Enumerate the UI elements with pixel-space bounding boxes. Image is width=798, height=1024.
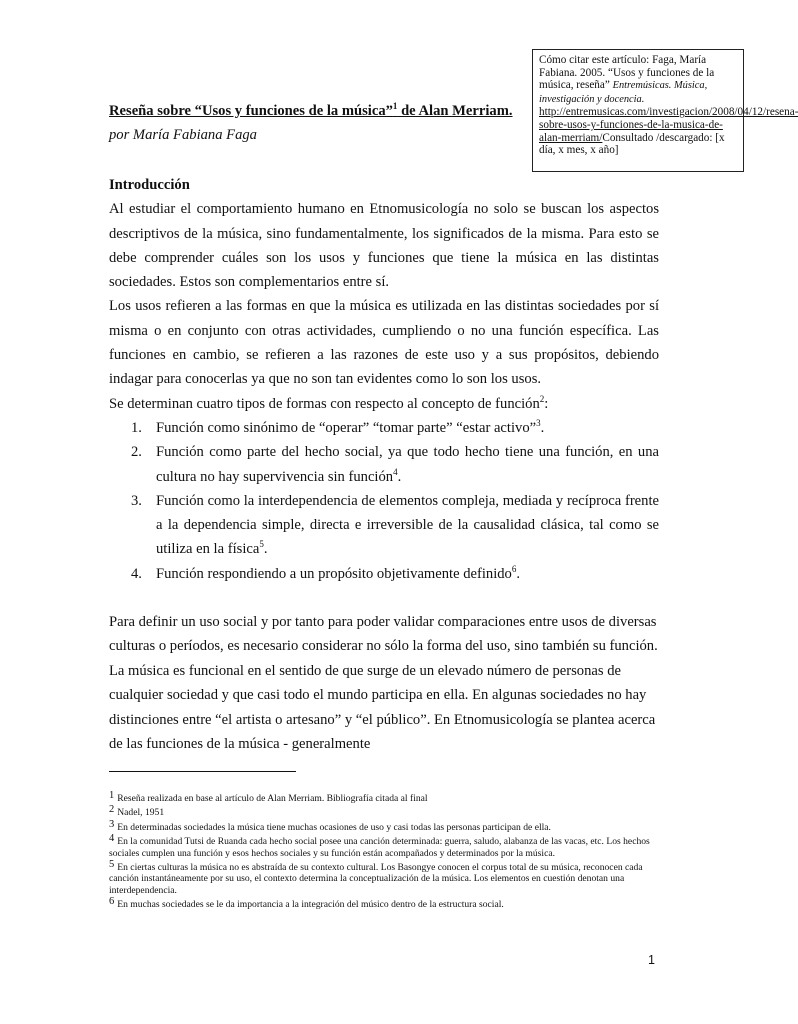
footnote	[109, 896, 654, 910]
section-heading-introduccion: Introducción	[109, 177, 190, 193]
paragraph-3	[109, 392, 659, 416]
paragraph-gap	[109, 586, 659, 610]
list-item	[109, 562, 659, 586]
footnote-number: 5	[109, 859, 115, 871]
paragraph-1: Al estudiar el comportamiento humano en Etnomusicología no solo se buscan los aspectos descriptivos de la música, sino fundamentalmente, los significados de la misma. Para esto se debe comprender cuáles son los usos y funciones que tiene la música en las distintas sociedades. Estos son complementarios entre sí.	[109, 201, 659, 291]
footnote-number: 6	[109, 896, 115, 908]
body-text	[109, 173, 659, 756]
footnote-number: 2	[109, 804, 115, 816]
footnote-ref-5[interactable]: 5	[259, 539, 264, 550]
page-number: 1	[648, 953, 655, 967]
list-item-text: Función respondiendo a un propósito objetivamente definido	[156, 565, 512, 582]
footnote	[109, 833, 654, 859]
footnotes	[109, 790, 654, 911]
footnote-text: Reseña realizada en base al artículo de Alan Merriam. Bibliografía citada al final	[117, 793, 428, 804]
citation-journal: Entremúsicas. Música, investigación y docencia.	[539, 80, 708, 105]
footnote-divider	[109, 771, 296, 772]
list-item	[109, 440, 659, 489]
list-item	[109, 416, 659, 440]
list-item-number: 1.	[131, 419, 142, 436]
footnote-number: 1	[109, 790, 115, 801]
footnote-text: En la comunidad Tutsi de Ruanda cada hecho social posee una canción determinada: guerra, saludo, alabanza de las vacas, etc. Los hechos sociales cumplen una función y esos hechos sociales y su función están acompañados y determinados por la música.	[109, 836, 650, 859]
citation-box	[532, 49, 798, 172]
footnote-ref-3[interactable]: 3	[536, 418, 541, 429]
footnote	[109, 804, 654, 818]
footnote-number: 4	[109, 833, 115, 845]
list-item-text: Función como la interdependencia de elementos compleja, mediada y recíproca frente a la dependencia simple, directa e irreversible de la causalidad clásica, tal como se utiliza en la física	[156, 492, 659, 558]
paragraph-3-text: Se determinan cuatro tipos de formas con respecto al concepto de función	[109, 395, 540, 412]
list-item-end: .	[397, 468, 402, 485]
list-item-end: .	[540, 419, 545, 436]
citation-tail: Consultado /descargado: [x día, x mes, x año]	[539, 131, 725, 157]
footnote-text: En muchas sociedades se le da importancia a la integración del músico dentro de la estructura social.	[117, 899, 504, 911]
paragraph-2: Los usos refieren a las formas en que la música es utilizada en las distintas sociedades por sí misma o en conjunto con otras actividades, cumpliendo o no una función específica. Las funciones en cambio, se refieren a las razones de este uso y a sus propósitos, debiendo indagar para conocerlas ya que no son tan evidentes como lo son los usos.	[109, 298, 659, 388]
footnote-ref-2[interactable]: 2	[539, 393, 545, 404]
footnote-text: Nadel, 1951	[117, 807, 165, 819]
footnote-text: En determinadas sociedades la música tiene muchas ocasiones de uso y casi todas las personas participan de ella.	[117, 821, 551, 833]
title-footnote-ref[interactable]: 1	[392, 101, 398, 111]
list-item-number: 2.	[131, 444, 142, 461]
paragraph-3-end: :	[544, 395, 549, 412]
footnote-ref-6[interactable]: 6	[511, 563, 517, 574]
list-item-text: Función como sinónimo de “operar” “tomar parte” “estar activo”	[156, 419, 537, 436]
footnote-ref-4[interactable]: 4	[393, 466, 398, 477]
citation-url[interactable]: http://entremusicas.com/investigacion/2008/04/12/resena-sobre-usos-y-funciones-de-la-musica-de-alan-merriam/	[539, 106, 798, 144]
function-list	[109, 416, 659, 586]
list-item-end: .	[516, 565, 521, 582]
list-item	[109, 489, 659, 562]
list-item-number: 3.	[131, 492, 142, 509]
document-title	[109, 101, 539, 120]
paragraph-4: Para definir un uso social y por tanto para poder validar comparaciones entre usos de diversas culturas o períodos, es necesario considerar no sólo la forma del uso, sino también su función. La música es funcional en el sentido de que surge de un elevado número de personas de cualquier sociedad y que casi todo el mundo participa en ella. En algunas sociedades no hay distinciones entre “el artista o artesano” y “el público”. En Etnomusicología se plantea acerca de las funciones de la música - generalmente	[109, 614, 658, 753]
footnote-number: 3	[109, 818, 115, 830]
title-suffix: de Alan Merriam.	[397, 102, 513, 119]
list-item-number: 4.	[131, 565, 142, 582]
footnote	[109, 859, 654, 896]
footnote	[109, 790, 654, 804]
list-item-text: Función como parte del hecho social, ya que todo hecho tiene una función, en una cultura no hay supervivencia sin función	[156, 444, 659, 485]
list-item-end: .	[263, 541, 268, 558]
citation-text: Cómo citar este artículo: Faga, María Fabiana. 2005. “Usos y funciones de la música, reseña”	[539, 54, 715, 92]
footnote-text: En ciertas culturas la música no es abstraída de su contexto cultural. Los Basongye conocen el corpus total de su música, reconocen cada canción instantáneamente por su uso, el contexto determina la conceptualización de la música. Los elementos en cuestión denotan una interdependencia.	[109, 862, 643, 896]
author-line: por María Fabiana Faga	[109, 127, 257, 143]
title-main: Reseña sobre “Usos y funciones de la música”	[109, 102, 393, 119]
footnote	[109, 819, 654, 833]
